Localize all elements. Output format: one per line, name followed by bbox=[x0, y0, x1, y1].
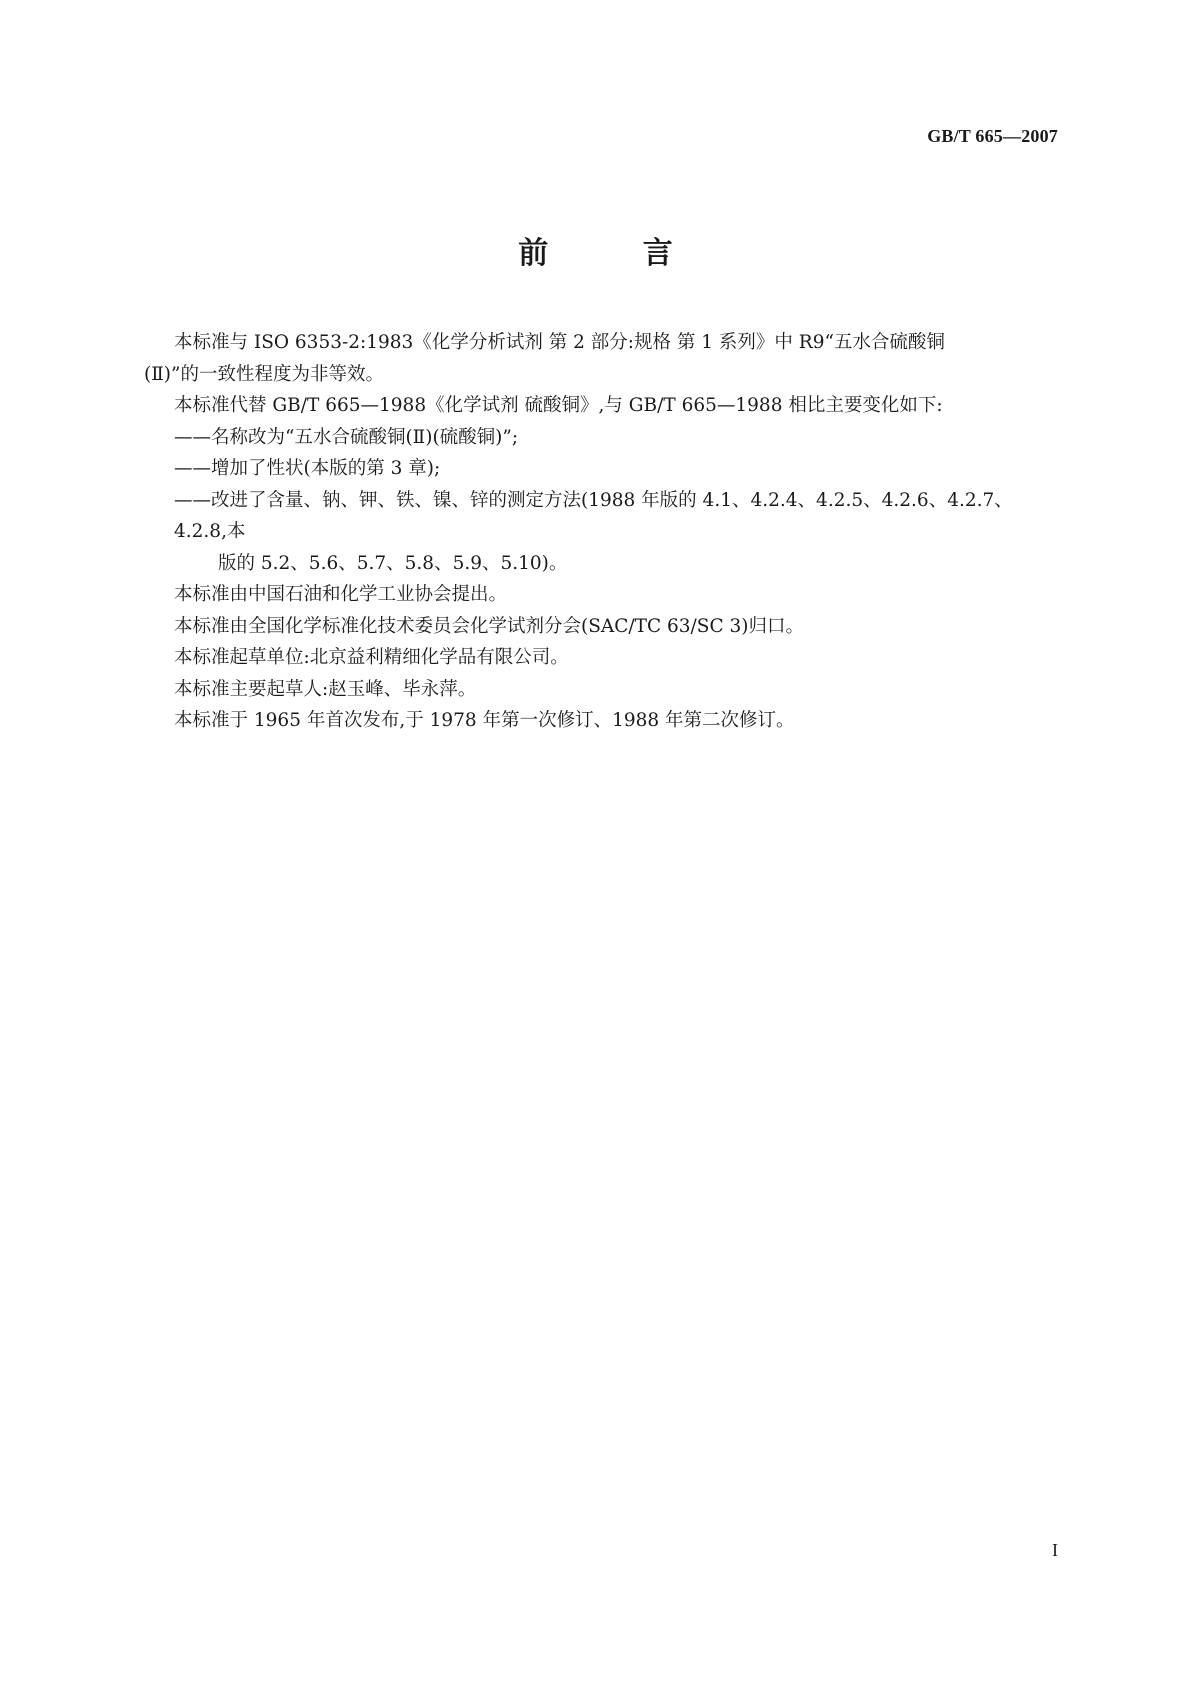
paragraph-drafters: 本标准主要起草人:赵玉峰、毕永萍。 bbox=[174, 678, 477, 700]
paragraph-replaces: 本标准代替 GB/T 665—1988《化学试剂 硫酸铜》,与 GB/T 665—1988 相比主要变化如下: bbox=[174, 395, 943, 416]
paragraph-history: 本标准于 1965 年首次发布,于 1978 年第一次修订、1988 年第二次修订。 bbox=[174, 710, 795, 731]
foreword-body bbox=[144, 327, 1058, 737]
paragraph-equivalence-line2: (Ⅱ)”的一致性程度为非等效。 bbox=[144, 363, 384, 385]
change-item-methods-line2: 版的 5.2、5.6、5.7、5.8、5.9、5.10)。 bbox=[218, 552, 568, 574]
page-title: 前 言 bbox=[518, 236, 715, 271]
change-item-methods-line1: ——改进了含量、钠、钾、铁、镍、锌的测定方法(1988 年版的 4.1、4.2.4、4.2.5、4.2.6、4.2.7、4.2.8,本 bbox=[174, 489, 1013, 542]
change-item-properties: ——增加了性状(本版的第 3 章); bbox=[174, 458, 441, 479]
standard-number: GB/T 665—2007 bbox=[927, 126, 1058, 146]
paragraph-equivalence-line1: 本标准与 ISO 6353-2:1983《化学分析试剂 第 2 部分:规格 第 1 系列》中 R9“五水合硫酸铜 bbox=[174, 332, 945, 353]
paragraph-proposed-by: 本标准由中国石油和化学工业协会提出。 bbox=[174, 584, 508, 605]
paragraph-administered-by: 本标准由全国化学标准化技术委员会化学试剂分会(SAC/TC 63/SC 3)归口。 bbox=[174, 615, 804, 637]
paragraph-drafting-unit: 本标准起草单位:北京益利精细化学品有限公司。 bbox=[174, 647, 569, 668]
page-number: I bbox=[1052, 1540, 1058, 1560]
change-item-name: ——名称改为“五水合硫酸铜(Ⅱ)(硫酸铜)”; bbox=[174, 426, 519, 448]
